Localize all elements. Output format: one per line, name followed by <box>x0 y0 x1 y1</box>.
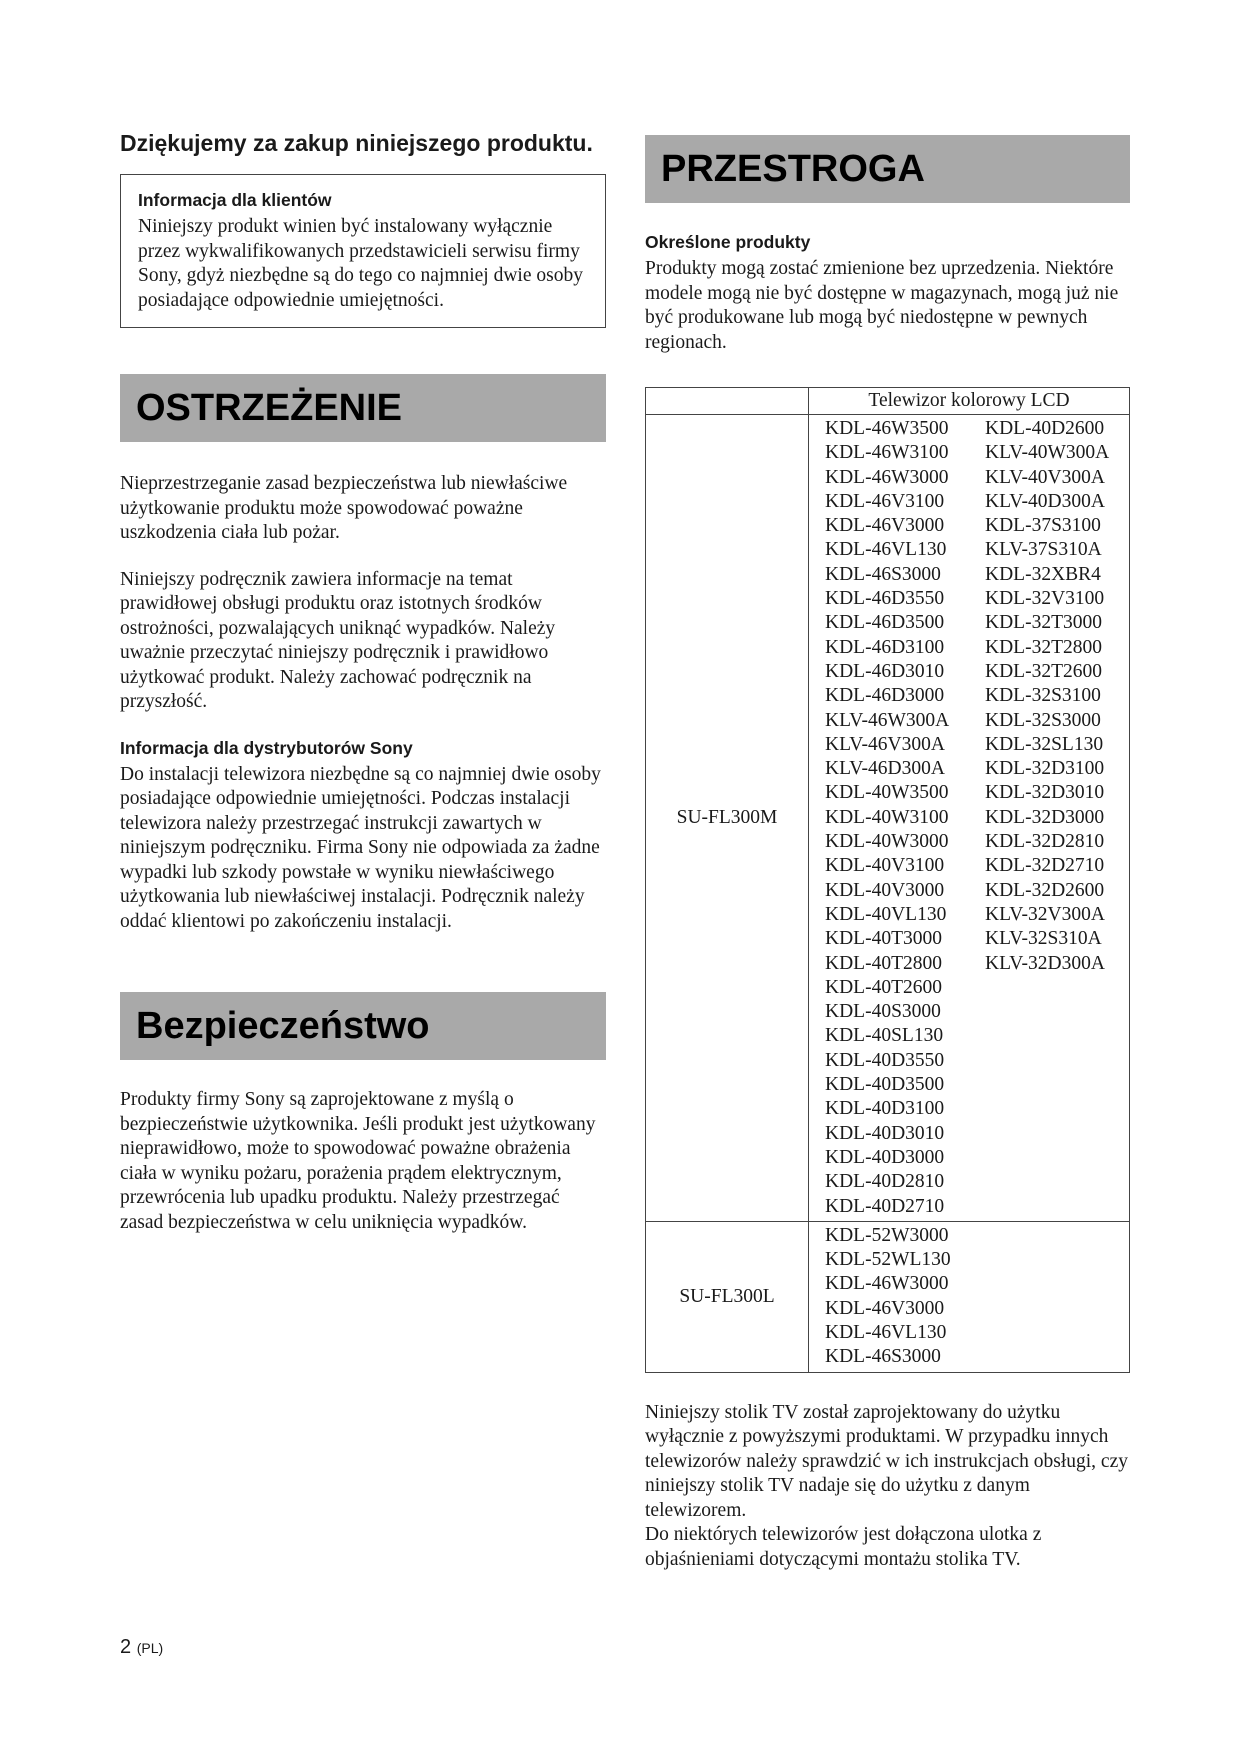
tv-model: KDL-46D3010 <box>825 660 945 682</box>
products-text: Produkty mogą zostać zmienione bez uprzedzenia. Niektóre modele mogą nie być dostępne w magazynach, mogą już nie być produkowane lub mogą być niedostępne w pewnych regionach. <box>645 258 1119 353</box>
warning-banner <box>120 374 606 442</box>
tv-model: KDL-32D3000 <box>985 806 1105 828</box>
tv-model: KDL-32T3000 <box>985 612 1102 634</box>
caution-banner <box>645 135 1130 203</box>
tv-model: KDL-32T2600 <box>985 660 1102 682</box>
dealers-text: Do instalacji telewizora niezbędne są co najmniej dwie osoby posiadające odpowiednie umiejętności. Podczas instalacji telewizora należy przestrzegać instrukcji zawartych w niniejszym podręczniku. Firma Sony nie odpowiada za żadne wypadki lub szkody powstałe w wyniku niewłaściwego użytkowania lub niewłaściwej instalacji. Podręcznik należy oddać klientowi po zakończeniu instalacji. <box>120 763 601 932</box>
warning-banner-label: OSTRZEŻENIE <box>136 386 403 429</box>
tv-model: KDL-46VL130 <box>825 1321 947 1343</box>
tv-model: KDL-32S3000 <box>985 709 1101 731</box>
tv-model: KDL-46D3550 <box>825 588 945 610</box>
tv-model: KDL-32S3100 <box>985 685 1101 707</box>
warning-paragraph-2: Niniejszy podręcznik zawiera informacje na temat prawidłowej obsługi produktu oraz istotnych środków ostrożności, pozwalających uniknąć wypadków. Należy uważnie przeczytać niniejszy podręcznik i prawidłowo użytkować produkt. Należy zachować podręcznik na przyszłość. <box>120 568 556 712</box>
tv-models-cell <box>809 415 1130 1222</box>
tv-model: KLV-40V300A <box>985 466 1105 488</box>
tv-model: KDL-40V3000 <box>825 879 945 901</box>
table-body <box>646 415 1130 1373</box>
tv-model: KLV-32S310A <box>985 928 1102 950</box>
customer-info-text: Niniejszy produkt winien być instalowany wyłącznie przez wykwalifikowanych przedstawicieli serwisu firmy Sony, gdyż niezbędne są do tego co najmniej dwie osoby posiadające odpowiednie umiejętności. <box>138 216 583 311</box>
tv-model: KDL-32D2710 <box>985 855 1105 877</box>
tv-model: KDL-40W3000 <box>825 831 949 853</box>
tv-model: KDL-46VL130 <box>825 539 947 561</box>
customer-info-heading: Informacja dla klientów <box>138 190 332 210</box>
caution-banner-label: PRZESTROGA <box>661 147 925 190</box>
tv-model-column <box>825 417 985 1219</box>
table-header-row <box>646 388 1130 415</box>
customer-info-box <box>120 174 606 328</box>
safety-text: Produkty firmy Sony są zaprojektowane z myślą o bezpieczeństwie użytkownika. Jeśli produkt jest użytkowany nieprawidłowo, może to spowodować poważne obrażenia ciała w wyniku pożaru, porażenia prądem elektrycznym, przewrócenia lub upadku produktu. Należy przestrzegać zasad bezpieczeństwa w celu uniknięcia wypadków. <box>120 1089 596 1233</box>
tv-model: KDL-40D3100 <box>825 1098 945 1120</box>
tv-model: KDL-32D2810 <box>985 831 1105 853</box>
tv-model: KLV-40W300A <box>985 442 1110 464</box>
tv-model: KLV-46D300A <box>825 758 945 780</box>
left-column <box>120 128 606 1235</box>
tv-model: KDL-37S3100 <box>985 515 1101 537</box>
tv-model: KDL-46V3000 <box>825 515 945 537</box>
tv-model: KDL-32V3100 <box>985 588 1105 610</box>
tv-model: KDL-40W3100 <box>825 806 949 828</box>
tv-model: KLV-46W300A <box>825 709 950 731</box>
table-corner-cell <box>646 388 809 415</box>
closing-text-2: Do niektórych telewizorów jest dołączona ulotka z objaśnieniami dotyczącymi montażu stolika TV. <box>645 1524 1042 1570</box>
tv-model-column <box>985 1224 1125 1370</box>
tv-models-cell <box>809 1221 1130 1372</box>
tv-model: KDL-40D3000 <box>825 1146 945 1168</box>
tv-model: KDL-40T2800 <box>825 952 942 974</box>
tv-model: KDL-40D2600 <box>985 418 1105 439</box>
tv-model: KDL-52WL130 <box>825 1249 951 1271</box>
tv-model: KDL-46S3000 <box>825 1346 941 1368</box>
tv-model: KDL-40D3550 <box>825 1049 945 1071</box>
tv-model: KDL-46S3000 <box>825 563 941 585</box>
safety-banner <box>120 992 606 1060</box>
right-column <box>645 135 1130 1572</box>
safety-banner-label: Bezpieczeństwo <box>136 1004 430 1047</box>
tv-model: KDL-46D3500 <box>825 612 945 634</box>
tv-model: KLV-32D300A <box>985 952 1105 974</box>
tv-model: KDL-40D3010 <box>825 1122 945 1144</box>
page-number-value: 2 <box>120 1636 132 1658</box>
tv-model: KDL-40S3000 <box>825 1001 941 1023</box>
tv-model: KLV-46V300A <box>825 733 945 755</box>
tv-model: KDL-52W3000 <box>825 1224 949 1246</box>
tv-model: KDL-32SL130 <box>985 733 1104 755</box>
tv-model: KDL-40V3100 <box>825 855 945 877</box>
tv-model: KDL-32D3010 <box>985 782 1105 804</box>
warning-paragraph-1: Nieprzestrzeganie zasad bezpieczeństwa lub niewłaściwe użytkowanie produktu może spowodować poważne uszkodzenia ciała lub pożar. <box>120 473 568 543</box>
tv-model: KLV-37S310A <box>985 539 1102 561</box>
closing-text: Niniejszy stolik TV został zaprojektowany do użytku wyłącznie z powyższymi produktami. W przypadku innych telewizorów należy sprawdzić w ich instrukcjach obsługi, czy niniejszy stolik TV nadaje się do użytku z danym telewizorem. <box>645 1401 1128 1521</box>
tv-model: KDL-32D2600 <box>985 879 1105 901</box>
tv-model: KDL-46W3100 <box>825 442 949 464</box>
thanks-title: Dziękujemy za zakup niniejszego produktu. <box>120 130 593 156</box>
tv-model: KDL-46D3000 <box>825 685 945 707</box>
tv-model: KDL-32XBR4 <box>985 563 1101 585</box>
dealers-heading: Informacja dla dystrybutorów Sony <box>120 737 413 758</box>
tv-model: KDL-40D3500 <box>825 1074 945 1096</box>
tv-model: KDL-40SL130 <box>825 1025 944 1047</box>
tv-model-column <box>825 1224 985 1370</box>
tv-model-column <box>985 417 1125 1219</box>
tv-model: KDL-40T3000 <box>825 928 942 950</box>
tv-model: KDL-40D2710 <box>825 1195 945 1217</box>
tv-model: KDL-46W3500 <box>825 418 949 439</box>
products-heading: Określone produkty <box>645 232 811 252</box>
tv-model: KDL-46W3000 <box>825 1273 949 1295</box>
tv-model: KDL-46D3100 <box>825 636 945 658</box>
stand-model-cell: SU-FL300L <box>646 1221 809 1372</box>
tv-model: KDL-40VL130 <box>825 903 947 925</box>
page-language: (PL) <box>136 1640 164 1656</box>
table-header-tv: Telewizor kolorowy LCD <box>809 388 1130 415</box>
tv-model: KLV-32V300A <box>985 903 1105 925</box>
table-row <box>646 1221 1130 1372</box>
tv-model: KDL-40T2600 <box>825 976 942 998</box>
tv-model: KDL-46V3000 <box>825 1297 945 1319</box>
tv-model: KLV-40D300A <box>985 490 1105 512</box>
stand-model-cell: SU-FL300M <box>646 415 809 1222</box>
tv-model: KDL-40W3500 <box>825 782 949 804</box>
table-row <box>646 415 1130 1222</box>
tv-model: KDL-32T2800 <box>985 636 1102 658</box>
tv-model: KDL-40D2810 <box>825 1171 945 1193</box>
compatible-models-table <box>645 387 1130 1373</box>
tv-model: KDL-46W3000 <box>825 466 949 488</box>
tv-model: KDL-32D3100 <box>985 758 1105 780</box>
tv-model: KDL-46V3100 <box>825 490 945 512</box>
page-number <box>120 1636 163 1659</box>
